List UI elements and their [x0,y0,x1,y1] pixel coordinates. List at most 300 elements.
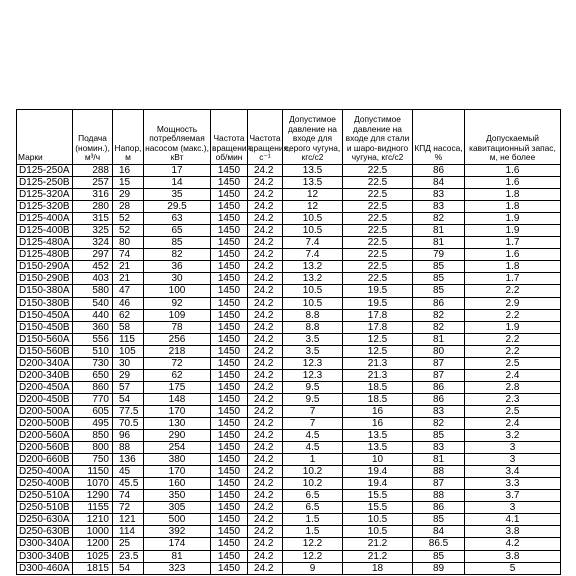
cell-pressure-steel: 22.5 [343,201,413,213]
cell-head: 57 [113,381,144,393]
cell-flow: 440 [73,309,113,321]
cell-rpm: 1450 [211,249,248,261]
cell-model: D250-400B [17,478,73,490]
header-cell-rpm: Частота вращения, об/мин [211,110,248,165]
cell-pressure-grey-iron: 6.5 [283,490,343,502]
table-row [17,466,561,478]
table-row [17,538,561,550]
cell-rpm: 1450 [211,538,248,550]
table-row [17,249,561,261]
cell-model: D150-290A [17,261,73,273]
cell-npsh: 2.5 [465,357,561,369]
cell-flow: 452 [73,261,113,273]
cell-pressure-grey-iron: 10.2 [283,478,343,490]
cell-pressure-grey-iron: 4.5 [283,442,343,454]
cell-npsh: 5 [465,562,561,574]
cell-efficiency: 81 [413,237,465,249]
cell-rpm: 1450 [211,165,248,177]
cell-pressure-grey-iron: 13.5 [283,165,343,177]
table-row [17,225,561,237]
table-row [17,333,561,345]
cell-rpm: 1450 [211,550,248,562]
cell-rpm: 1450 [211,454,248,466]
cell-rpm: 1450 [211,237,248,249]
cell-head: 54 [113,393,144,405]
cell-head: 74 [113,490,144,502]
cell-pressure-grey-iron: 9.5 [283,393,343,405]
cell-frequency: 24.2 [248,309,283,321]
cell-rpm: 1450 [211,177,248,189]
cell-pressure-steel: 19.4 [343,478,413,490]
cell-rpm: 1450 [211,514,248,526]
table-row [17,177,561,189]
cell-frequency: 24.2 [248,357,283,369]
cell-pressure-grey-iron: 4.5 [283,430,343,442]
cell-pressure-grey-iron: 9 [283,562,343,574]
cell-pressure-steel: 21.3 [343,357,413,369]
cell-pressure-grey-iron: 10.5 [283,285,343,297]
cell-npsh: 1.8 [465,261,561,273]
cell-flow: 770 [73,393,113,405]
cell-model: D125-320B [17,201,73,213]
cell-efficiency: 86 [413,502,465,514]
cell-power: 160 [144,478,211,490]
header-cell-head: Напор, м [113,110,144,165]
header-cell-model: Марки [17,110,73,165]
cell-efficiency: 85 [413,514,465,526]
cell-flow: 325 [73,225,113,237]
cell-model: D250-400A [17,466,73,478]
cell-npsh: 2.2 [465,345,561,357]
cell-flow: 1155 [73,502,113,514]
cell-power: 81 [144,550,211,562]
cell-model: D150-380A [17,285,73,297]
table-row [17,201,561,213]
cell-head: 80 [113,237,144,249]
cell-power: 305 [144,502,211,514]
table-row [17,357,561,369]
cell-head: 62 [113,309,144,321]
cell-npsh: 2.2 [465,333,561,345]
cell-efficiency: 87 [413,357,465,369]
cell-pressure-steel: 13.5 [343,442,413,454]
cell-power: 65 [144,225,211,237]
cell-npsh: 2.2 [465,285,561,297]
cell-npsh: 3.7 [465,490,561,502]
header-cell-flow: Подача (номин.), м³/ч [73,110,113,165]
cell-pressure-grey-iron: 6.5 [283,502,343,514]
cell-pressure-steel: 22.5 [343,249,413,261]
cell-pressure-grey-iron: 10.5 [283,225,343,237]
cell-npsh: 2.9 [465,297,561,309]
cell-efficiency: 82 [413,321,465,333]
cell-model: D200-660B [17,454,73,466]
cell-npsh: 3.4 [465,466,561,478]
cell-rpm: 1450 [211,357,248,369]
cell-npsh: 4.2 [465,538,561,550]
cell-efficiency: 81 [413,454,465,466]
cell-frequency: 24.2 [248,201,283,213]
cell-power: 14 [144,177,211,189]
table-row [17,417,561,429]
cell-pressure-grey-iron: 1.5 [283,514,343,526]
cell-efficiency: 80 [413,345,465,357]
cell-pressure-steel: 22.5 [343,213,413,225]
cell-frequency: 24.2 [248,189,283,201]
cell-rpm: 1450 [211,526,248,538]
table-row [17,405,561,417]
cell-rpm: 1450 [211,393,248,405]
cell-power: 100 [144,285,211,297]
cell-pressure-grey-iron: 10.5 [283,213,343,225]
table-row [17,454,561,466]
cell-head: 29 [113,189,144,201]
cell-npsh: 3.3 [465,478,561,490]
cell-flow: 750 [73,454,113,466]
cell-power: 63 [144,213,211,225]
cell-model: D125-400A [17,213,73,225]
cell-flow: 288 [73,165,113,177]
table-row [17,514,561,526]
cell-model: D200-560B [17,442,73,454]
cell-pressure-grey-iron: 13.2 [283,273,343,285]
cell-rpm: 1450 [211,442,248,454]
cell-model: D300-340B [17,550,73,562]
cell-efficiency: 85 [413,550,465,562]
cell-frequency: 24.2 [248,297,283,309]
cell-frequency: 24.2 [248,514,283,526]
cell-flow: 800 [73,442,113,454]
cell-pressure-steel: 21.2 [343,550,413,562]
table-row [17,189,561,201]
cell-pressure-steel: 22.5 [343,165,413,177]
cell-pressure-grey-iron: 13.5 [283,177,343,189]
cell-power: 36 [144,261,211,273]
table-row [17,261,561,273]
cell-flow: 315 [73,213,113,225]
cell-flow: 495 [73,417,113,429]
cell-pressure-steel: 18 [343,562,413,574]
cell-pressure-steel: 22.5 [343,189,413,201]
cell-head: 105 [113,345,144,357]
cell-pressure-grey-iron: 10.2 [283,466,343,478]
table-row [17,273,561,285]
cell-pressure-steel: 16 [343,405,413,417]
cell-efficiency: 85 [413,261,465,273]
cell-npsh: 2.8 [465,381,561,393]
cell-efficiency: 86.5 [413,538,465,550]
cell-npsh: 1.9 [465,213,561,225]
cell-frequency: 24.2 [248,285,283,297]
cell-power: 29.5 [144,201,211,213]
cell-flow: 1200 [73,538,113,550]
cell-head: 52 [113,225,144,237]
cell-pressure-steel: 10.5 [343,514,413,526]
cell-flow: 403 [73,273,113,285]
cell-power: 256 [144,333,211,345]
cell-efficiency: 86 [413,297,465,309]
cell-npsh: 4.1 [465,514,561,526]
cell-rpm: 1450 [211,213,248,225]
cell-power: 72 [144,357,211,369]
cell-npsh: 2.3 [465,393,561,405]
cell-head: 21 [113,261,144,273]
cell-pressure-grey-iron: 7.4 [283,237,343,249]
cell-head: 115 [113,333,144,345]
cell-rpm: 1450 [211,490,248,502]
cell-flow: 556 [73,333,113,345]
cell-head: 45 [113,466,144,478]
cell-model: D200-340A [17,357,73,369]
cell-model: D150-380B [17,297,73,309]
cell-frequency: 24.2 [248,466,283,478]
cell-power: 218 [144,345,211,357]
cell-frequency: 24.2 [248,550,283,562]
cell-rpm: 1450 [211,273,248,285]
cell-frequency: 24.2 [248,333,283,345]
table-row [17,381,561,393]
cell-pressure-grey-iron: 12.3 [283,369,343,381]
cell-frequency: 24.2 [248,261,283,273]
cell-power: 380 [144,454,211,466]
header-cell-npsh: Допускаемый кавитационный запас, м, не более [465,110,561,165]
cell-npsh: 1.7 [465,237,561,249]
cell-npsh: 1.8 [465,201,561,213]
cell-power: 82 [144,249,211,261]
cell-efficiency: 86 [413,165,465,177]
header-cell-efficiency: КПД насоса, % [413,110,465,165]
cell-efficiency: 88 [413,490,465,502]
cell-head: 28 [113,201,144,213]
cell-model: D200-340B [17,369,73,381]
cell-pressure-grey-iron: 12.2 [283,538,343,550]
cell-rpm: 1450 [211,321,248,333]
cell-head: 25 [113,538,144,550]
cell-pressure-grey-iron: 7.4 [283,249,343,261]
cell-rpm: 1450 [211,405,248,417]
cell-efficiency: 86 [413,393,465,405]
cell-efficiency: 82 [413,309,465,321]
cell-frequency: 24.2 [248,538,283,550]
cell-flow: 650 [73,369,113,381]
cell-frequency: 24.2 [248,562,283,574]
cell-head: 114 [113,526,144,538]
table-row [17,345,561,357]
cell-pressure-grey-iron: 8.8 [283,321,343,333]
cell-pressure-grey-iron: 12.3 [283,357,343,369]
cell-frequency: 24.2 [248,237,283,249]
cell-rpm: 1450 [211,297,248,309]
table-row [17,309,561,321]
cell-rpm: 1450 [211,562,248,574]
cell-npsh: 1.9 [465,321,561,333]
cell-pressure-steel: 22.5 [343,237,413,249]
table-row [17,550,561,562]
cell-pressure-steel: 16 [343,417,413,429]
cell-npsh: 1.6 [465,249,561,261]
cell-flow: 510 [73,345,113,357]
cell-flow: 1150 [73,466,113,478]
cell-pressure-steel: 12.5 [343,333,413,345]
cell-power: 175 [144,381,211,393]
cell-efficiency: 84 [413,177,465,189]
cell-power: 254 [144,442,211,454]
cell-pressure-steel: 22.5 [343,177,413,189]
cell-rpm: 1450 [211,261,248,273]
cell-npsh: 2.4 [465,417,561,429]
cell-efficiency: 85 [413,285,465,297]
cell-rpm: 1450 [211,225,248,237]
cell-rpm: 1450 [211,201,248,213]
cell-model: D150-290B [17,273,73,285]
cell-flow: 730 [73,357,113,369]
cell-head: 74 [113,249,144,261]
cell-head: 46 [113,297,144,309]
cell-model: D125-320A [17,189,73,201]
cell-pressure-grey-iron: 12 [283,201,343,213]
cell-head: 47 [113,285,144,297]
cell-efficiency: 81 [413,225,465,237]
cell-efficiency: 83 [413,201,465,213]
cell-head: 15 [113,177,144,189]
cell-frequency: 24.2 [248,165,283,177]
table-row [17,430,561,442]
cell-power: 17 [144,165,211,177]
cell-head: 21 [113,273,144,285]
cell-head: 16 [113,165,144,177]
cell-head: 88 [113,442,144,454]
cell-npsh: 1.6 [465,177,561,189]
cell-model: D250-510B [17,502,73,514]
table-body [17,165,561,575]
table-row [17,562,561,574]
cell-power: 92 [144,297,211,309]
cell-model: D250-630A [17,514,73,526]
cell-efficiency: 83 [413,442,465,454]
cell-flow: 850 [73,430,113,442]
cell-flow: 1290 [73,490,113,502]
cell-model: D250-630B [17,526,73,538]
cell-power: 500 [144,514,211,526]
cell-rpm: 1450 [211,309,248,321]
cell-rpm: 1450 [211,417,248,429]
cell-pressure-steel: 22.5 [343,273,413,285]
cell-pressure-steel: 22.5 [343,261,413,273]
cell-model: D125-480B [17,249,73,261]
cell-power: 85 [144,237,211,249]
header-cell-pressure-steel: Допустимое давление на входе для стали и шаро-видного чугуна, кгс/с2 [343,110,413,165]
cell-efficiency: 83 [413,189,465,201]
cell-pressure-steel: 13.5 [343,430,413,442]
cell-model: D150-450B [17,321,73,333]
cell-pressure-grey-iron: 9.5 [283,381,343,393]
cell-pressure-grey-iron: 10.5 [283,297,343,309]
cell-model: D150-560A [17,333,73,345]
cell-frequency: 24.2 [248,454,283,466]
cell-power: 78 [144,321,211,333]
cell-pressure-steel: 19.4 [343,466,413,478]
cell-pressure-steel: 19.5 [343,285,413,297]
cell-npsh: 3 [465,454,561,466]
cell-efficiency: 87 [413,478,465,490]
cell-power: 174 [144,538,211,550]
cell-model: D250-510A [17,490,73,502]
cell-flow: 1000 [73,526,113,538]
cell-npsh: 1.6 [465,165,561,177]
cell-npsh: 2.2 [465,309,561,321]
cell-flow: 605 [73,405,113,417]
cell-frequency: 24.2 [248,405,283,417]
cell-pressure-steel: 21.2 [343,538,413,550]
cell-rpm: 1450 [211,430,248,442]
table-row [17,393,561,405]
cell-head: 77.5 [113,405,144,417]
table-row [17,213,561,225]
cell-model: D150-450A [17,309,73,321]
cell-flow: 1815 [73,562,113,574]
header-cell-pressure-grey-iron: Допустимое давление на входе для серого чугуна, кгс/с2 [283,110,343,165]
header-row [17,110,561,165]
cell-pressure-grey-iron: 3.5 [283,333,343,345]
cell-frequency: 24.2 [248,369,283,381]
cell-npsh: 3 [465,502,561,514]
cell-efficiency: 85 [413,430,465,442]
cell-head: 96 [113,430,144,442]
cell-flow: 1025 [73,550,113,562]
cell-pressure-grey-iron: 7 [283,405,343,417]
cell-flow: 1070 [73,478,113,490]
cell-model: D300-340A [17,538,73,550]
cell-model: D200-500A [17,405,73,417]
cell-npsh: 1.7 [465,273,561,285]
cell-npsh: 3.2 [465,430,561,442]
table-row [17,285,561,297]
cell-pressure-steel: 10.5 [343,526,413,538]
cell-efficiency: 87 [413,369,465,381]
cell-frequency: 24.2 [248,321,283,333]
cell-pressure-steel: 21.3 [343,369,413,381]
header-cell-frequency: Частота вращения, с⁻¹ [248,110,283,165]
cell-rpm: 1450 [211,478,248,490]
cell-head: 136 [113,454,144,466]
cell-flow: 324 [73,237,113,249]
cell-npsh: 2.4 [465,369,561,381]
table-row [17,490,561,502]
cell-pressure-steel: 15.5 [343,490,413,502]
cell-pressure-grey-iron: 12 [283,189,343,201]
cell-npsh: 3.8 [465,550,561,562]
cell-pressure-steel: 15.5 [343,502,413,514]
cell-pressure-grey-iron: 1.5 [283,526,343,538]
cell-frequency: 24.2 [248,381,283,393]
cell-model: D200-500B [17,417,73,429]
cell-rpm: 1450 [211,285,248,297]
cell-flow: 316 [73,189,113,201]
cell-npsh: 1.9 [465,225,561,237]
cell-frequency: 24.2 [248,177,283,189]
cell-rpm: 1450 [211,466,248,478]
cell-pressure-steel: 19.5 [343,297,413,309]
cell-head: 29 [113,369,144,381]
table-row [17,478,561,490]
cell-power: 109 [144,309,211,321]
cell-model: D200-560A [17,430,73,442]
cell-npsh: 1.8 [465,189,561,201]
cell-power: 350 [144,490,211,502]
cell-efficiency: 89 [413,562,465,574]
cell-efficiency: 81 [413,333,465,345]
cell-power: 148 [144,393,211,405]
